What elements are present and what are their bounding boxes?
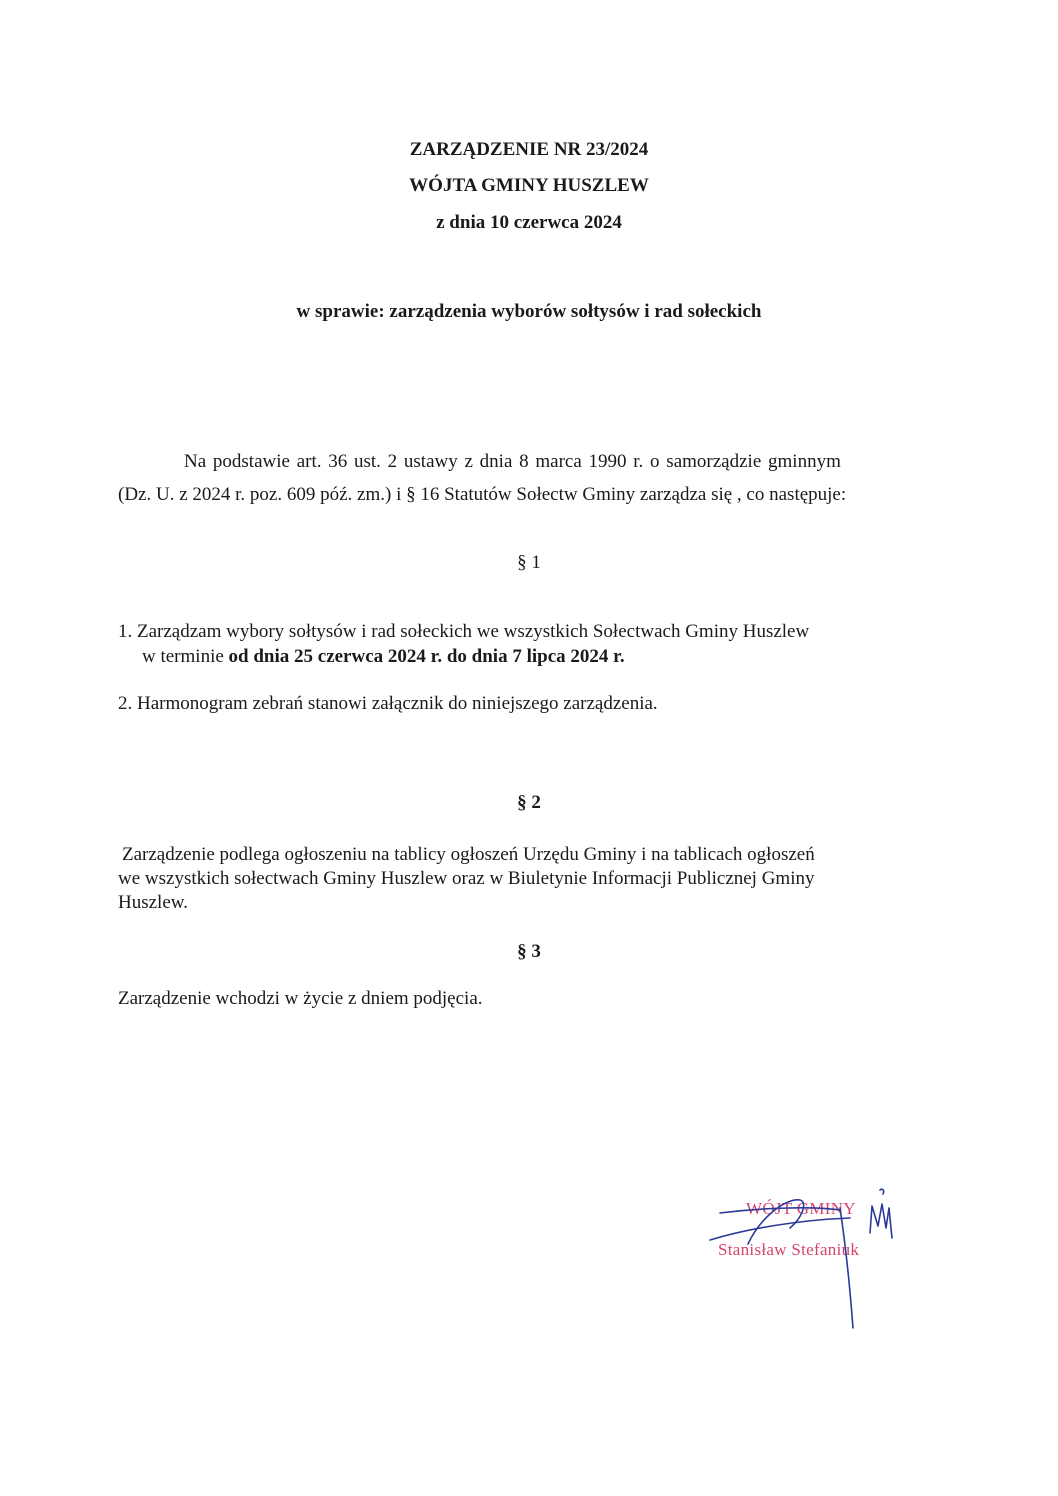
- section-1-term-prefix: w terminie: [142, 646, 229, 667]
- section-1-item-1-line-2: [142, 645, 922, 669]
- document-date: z dnia 10 czerwca 2024: [436, 212, 622, 233]
- document-authority: WÓJTA GMINY HUSZLEW: [409, 175, 649, 196]
- section-2-line-3: Huszlew.: [118, 892, 188, 913]
- section-1-item-1-line-1: 1. Zarządzam wybory sołtysów i rad sołeckich we wszystkich Sołectwach Gminy Huszlew: [118, 621, 810, 642]
- document-subject: w sprawie: zarządzenia wyborów sołtysów i rad sołeckich: [296, 301, 762, 322]
- section-1-mark: § 1: [517, 552, 541, 573]
- section-2-line-2: we wszystkich sołectwach Gminy Huszlew oraz w Biuletynie Informacji Publicznej Gminy: [118, 868, 815, 889]
- section-2-line-1: Zarządzenie podlega ogłoszeniu na tablicy ogłoszeń Urzędu Gminy i na tablicach ogłoszeń: [122, 844, 815, 865]
- stamp-name: Stanisław Stefaniuk: [718, 1240, 860, 1259]
- handwritten-signature: [690, 1178, 920, 1338]
- section-1-term-dates: od dnia 25 czerwca 2024 r. do dnia 7 lipca 2024 r.: [228, 646, 625, 667]
- section-3-text: Zarządzenie wchodzi w życie z dniem podjęcia.: [118, 988, 483, 1009]
- section-2-mark: § 2: [517, 792, 541, 813]
- preamble-line-2: (Dz. U. z 2024 r. poz. 609 póź. zm.) i § 16 Statutów Sołectw Gminy zarządza się , co następuje:: [118, 484, 847, 505]
- document-title: ZARZĄDZENIE NR 23/2024: [409, 139, 649, 160]
- stamp-title: WÓJT GMINY: [746, 1199, 856, 1218]
- preamble-line-1: Na podstawie art. 36 ust. 2 ustawy z dnia 8 marca 1990 r. o samorządzie gminnym: [184, 451, 841, 472]
- section-1-item-2: 2. Harmonogram zebrań stanowi załącznik do niniejszego zarządzenia.: [118, 693, 658, 714]
- section-3-mark: § 3: [517, 941, 541, 962]
